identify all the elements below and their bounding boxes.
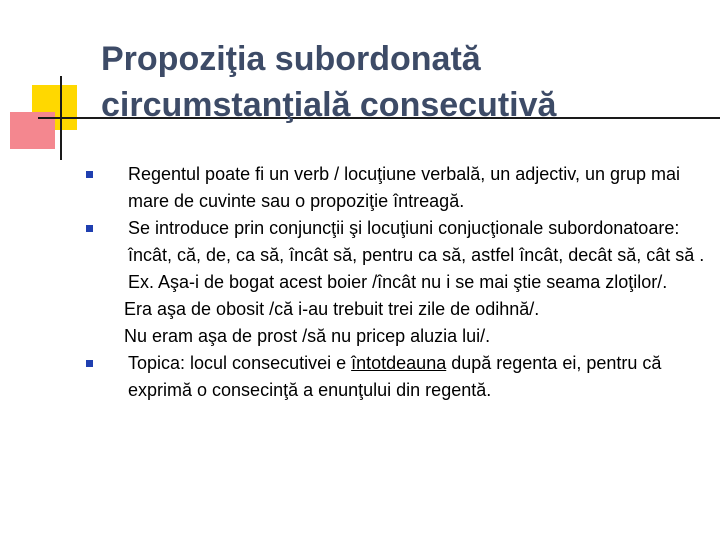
bullet-item <box>86 215 706 269</box>
square-bullet-icon <box>86 225 93 232</box>
example-text: Era aşa de obosit /că i-au trebuit trei zile de odihnă/. <box>124 299 540 319</box>
underlined-word: întotdeauna <box>351 353 447 373</box>
text-suffix: după regenta ei, pentru că exprimă o consecinţă a enunţului din regentă. <box>128 353 662 400</box>
slide-title <box>101 36 701 128</box>
title-line-1: Propoziţia subordonată <box>101 40 481 78</box>
square-bullet-icon <box>86 360 93 367</box>
text-prefix: Topica: locul consecutivei e <box>128 353 352 373</box>
example-text: Ex. Aşa-i de bogat acest boier /încât nu i se mai ştie seama zloţilor/. <box>128 272 668 292</box>
example-text: Nu eram aşa de prost /să nu pricep aluzia lui/. <box>124 326 491 346</box>
bullet-item <box>86 350 706 404</box>
bullet-text: Regentul poate fi un verb / locuţiune verbală, un adjectiv, un grup mai mare de cuvinte sau o propoziţie întreagă. <box>128 164 681 211</box>
square-bullet-icon <box>86 171 93 178</box>
bullet-item <box>86 161 706 215</box>
bullet-text <box>128 350 706 404</box>
bullet-text: Se introduce prin conjuncţii şi locuţiuni conjucţionale subordonatoare: încât, că, de, ca să, încât să, pentru ca să, astfel încât, decât să, cât să . <box>128 218 705 265</box>
title-line-2: circumstanţială consecutivă <box>101 86 557 124</box>
slide-body <box>86 161 706 404</box>
